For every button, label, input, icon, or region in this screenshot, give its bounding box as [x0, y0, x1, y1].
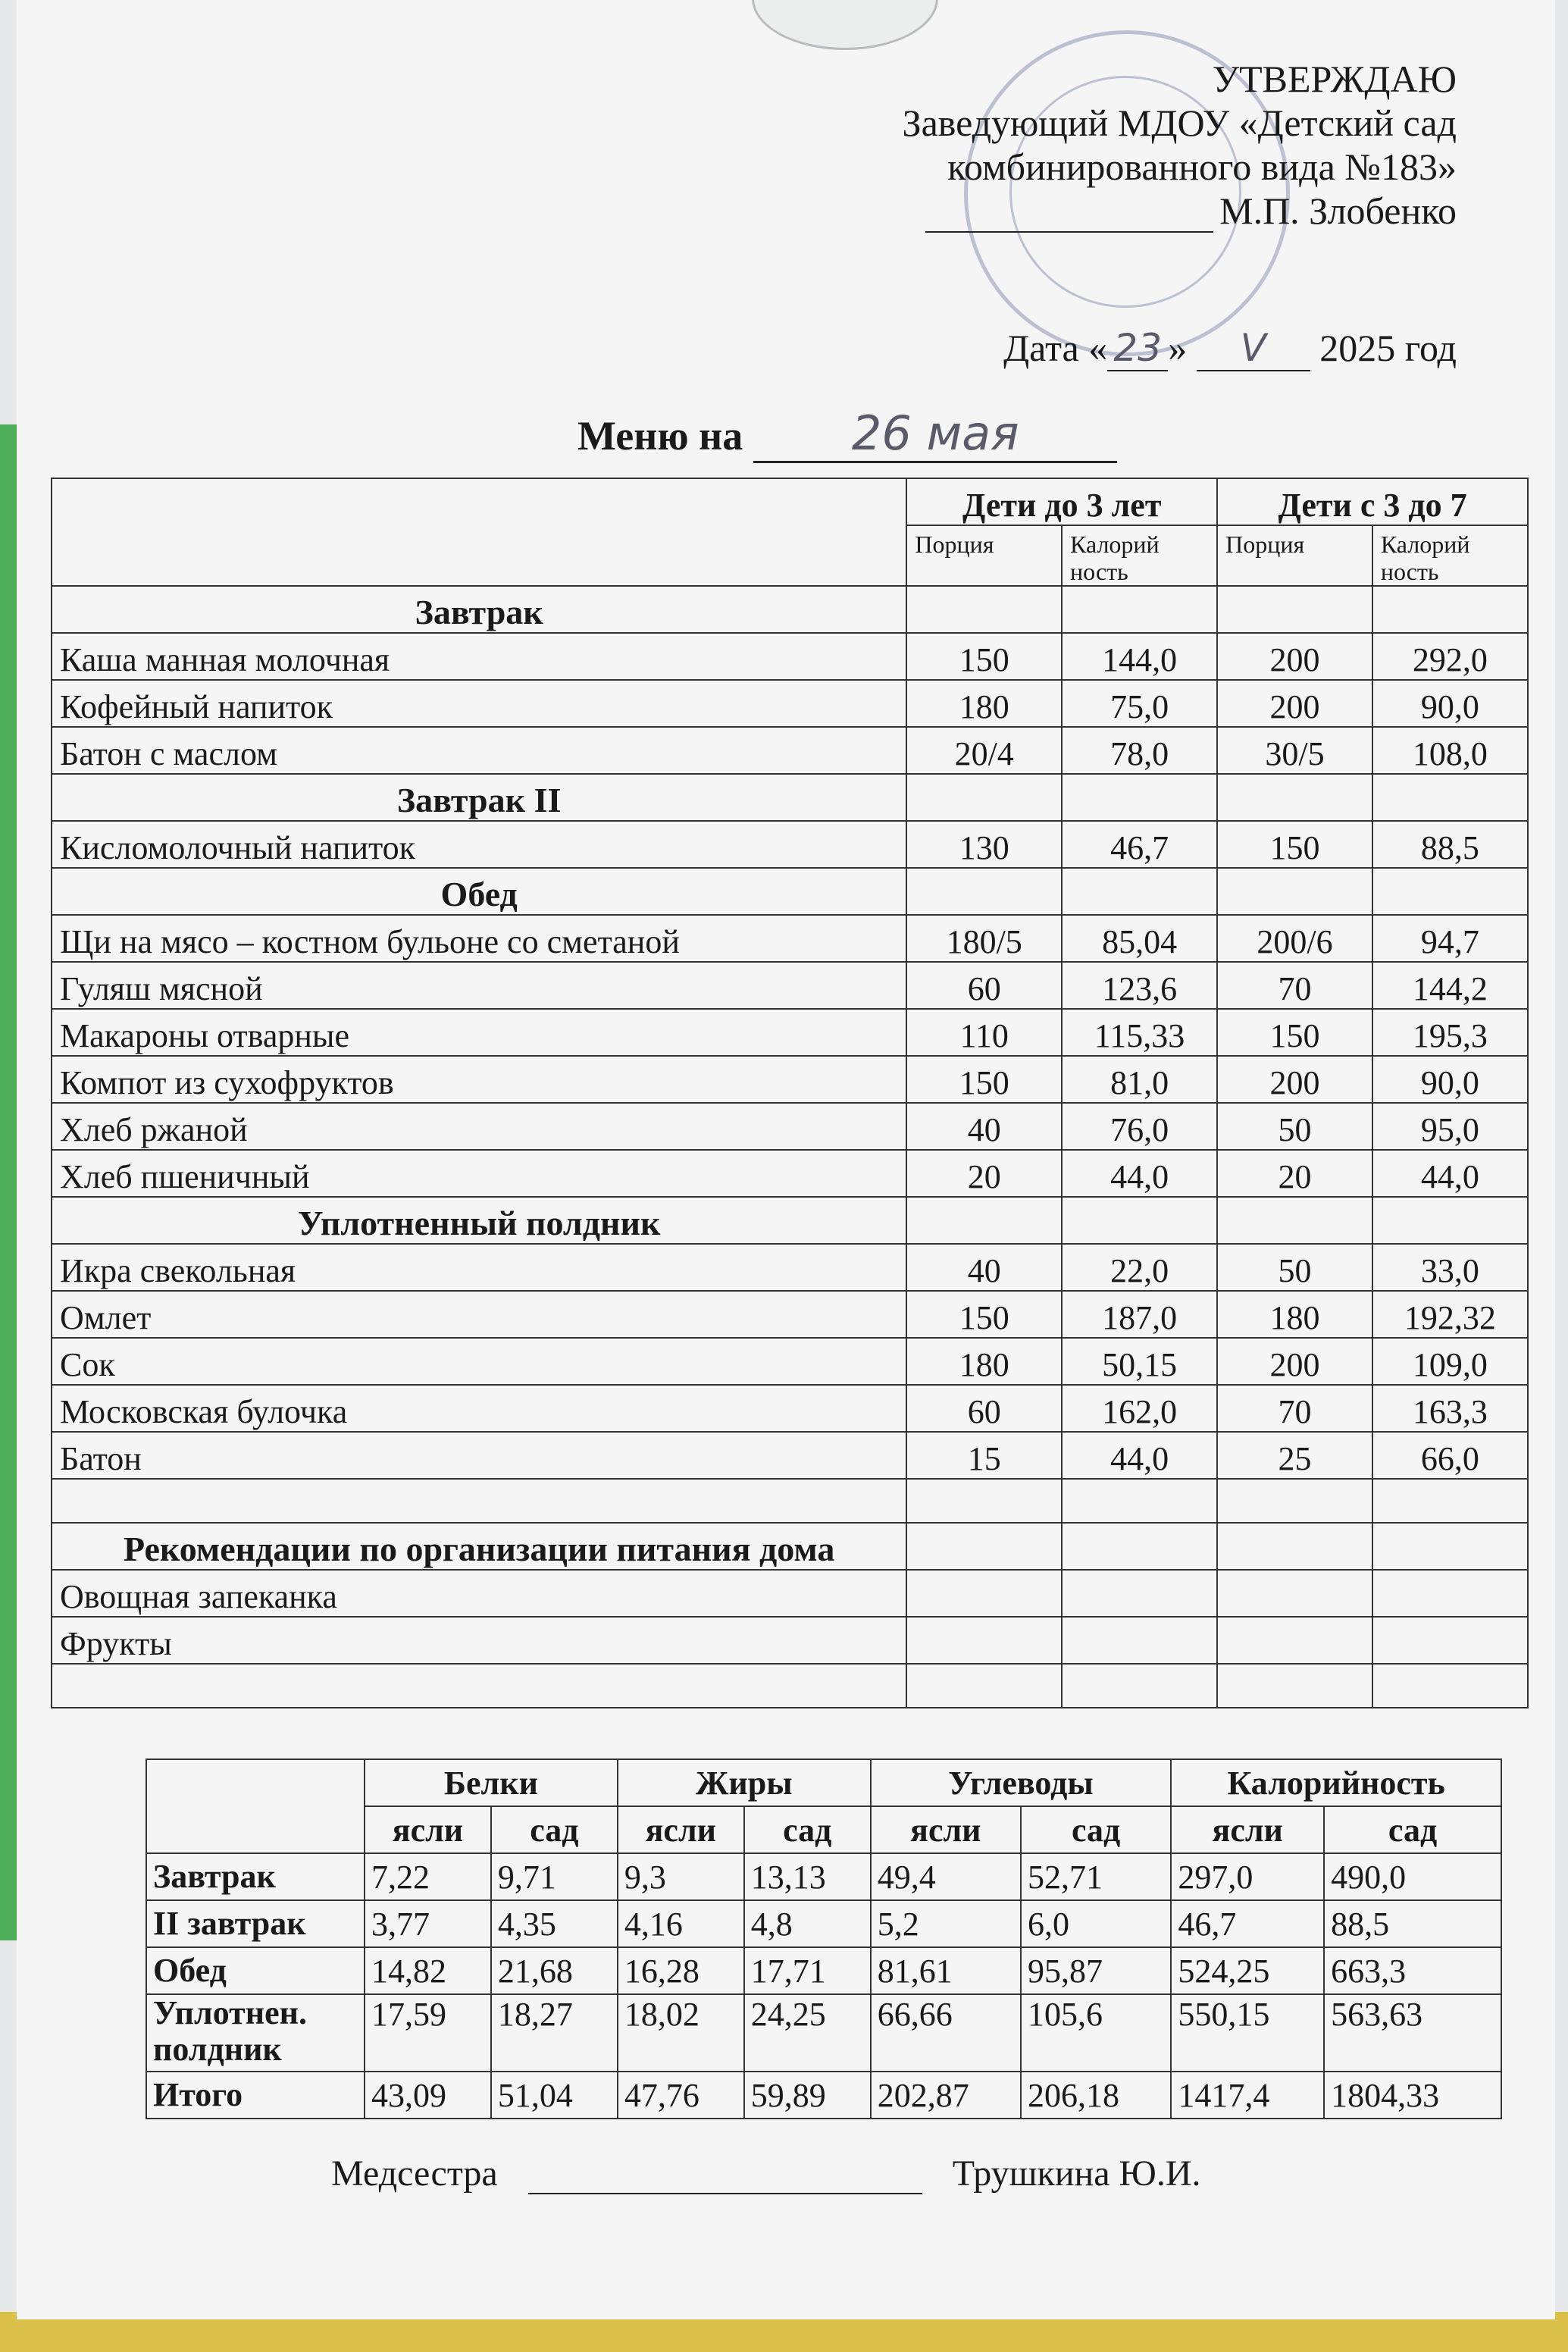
calorie-older: 66,0: [1372, 1432, 1528, 1479]
sub-garden: сад: [1021, 1806, 1171, 1853]
empty-cell: [1217, 586, 1372, 633]
calorie-young: 78,0: [1062, 727, 1217, 774]
nutrition-value: 81,61: [871, 1947, 1021, 1994]
dish-name: Хлеб ржаной: [52, 1103, 906, 1150]
col-portion: Порция: [906, 525, 1062, 586]
dish-name: Каша манная молочная: [52, 633, 906, 680]
empty-cell: [1062, 868, 1217, 915]
menu-title: [577, 406, 1117, 463]
empty-cell: [906, 1479, 1062, 1523]
nutrition-value: 21,68: [491, 1947, 618, 1994]
sub-nursery: ясли: [618, 1806, 744, 1853]
director-signature-line: [925, 201, 1213, 233]
calorie-older: 33,0: [1372, 1244, 1528, 1291]
menu-header-row: [52, 478, 1528, 525]
portion-older: 200/6: [1217, 915, 1372, 962]
nutrition-value: 88,5: [1324, 1900, 1501, 1947]
menu-section-title: Завтрак: [52, 586, 906, 633]
nutrition-row: [146, 1947, 1501, 1994]
nutrition-row-label: II завтрак: [146, 1900, 365, 1947]
portion-older: 150: [1217, 1009, 1372, 1056]
footer-name: Трушкина Ю.И.: [952, 2153, 1201, 2194]
portion-young: 150: [906, 633, 1062, 680]
menu-section-title: Уплотненный полдник: [52, 1197, 906, 1244]
menu-section-row: [52, 586, 1528, 633]
calorie-older: 95,0: [1372, 1103, 1528, 1150]
portion-older: 180: [1217, 1291, 1372, 1338]
menu-item-row: [52, 1009, 1528, 1056]
nutrition-group-protein: Белки: [365, 1759, 618, 1806]
empty-cell: [1217, 1479, 1372, 1523]
calorie-young: 44,0: [1062, 1432, 1217, 1479]
nutrition-value: 1804,33: [1324, 2072, 1501, 2119]
calorie-young: 50,15: [1062, 1338, 1217, 1385]
nutrition-row-label: Обед: [146, 1947, 365, 1994]
nutrition-table: [146, 1759, 1502, 2119]
calorie-young: 81,0: [1062, 1056, 1217, 1103]
approval-date: [1003, 326, 1457, 371]
portion-older: 200: [1217, 1056, 1372, 1103]
nutrition-row: [146, 2072, 1501, 2119]
dish-name: Батон с маслом: [52, 727, 906, 774]
empty-cell: [52, 1479, 906, 1523]
empty-cell: [1372, 1570, 1528, 1617]
nutrition-value: 206,18: [1021, 2072, 1171, 2119]
portion-young: 180: [906, 680, 1062, 727]
menu-section-row: [52, 1197, 1528, 1244]
menu-item-row: [52, 1338, 1528, 1385]
nutrition-value: 3,77: [365, 1900, 491, 1947]
nutrition-value: 43,09: [365, 2072, 491, 2119]
nutrition-value: 563,63: [1324, 1994, 1501, 2072]
menu-title-label: Меню на: [577, 413, 743, 459]
home-item-name: Овощная запеканка: [52, 1570, 906, 1617]
sub-nursery: ясли: [871, 1806, 1021, 1853]
dish-name: Щи на мясо – костном бульоне со сметаной: [52, 915, 906, 962]
empty-cell: [1217, 868, 1372, 915]
calorie-young: 22,0: [1062, 1244, 1217, 1291]
portion-older: 200: [1217, 1338, 1372, 1385]
home-item-row: [52, 1570, 1528, 1617]
portion-young: 60: [906, 1385, 1062, 1432]
calorie-young: 44,0: [1062, 1150, 1217, 1197]
empty-cell: [1217, 1617, 1372, 1664]
calorie-older: 44,0: [1372, 1150, 1528, 1197]
menu-item-row: [52, 1244, 1528, 1291]
menu-group-young: Дети до 3 лет: [906, 478, 1217, 525]
empty-cell: [1062, 1664, 1217, 1708]
menu-item-row: [52, 1432, 1528, 1479]
portion-young: 15: [906, 1432, 1062, 1479]
menu-empty-row: [52, 1664, 1528, 1708]
nutrition-group-calories: Калорийность: [1171, 1759, 1501, 1806]
calorie-older: 108,0: [1372, 727, 1528, 774]
nutrition-value: 4,8: [744, 1900, 871, 1947]
portion-older: 150: [1217, 821, 1372, 868]
portion-young: 40: [906, 1244, 1062, 1291]
empty-cell: [1062, 586, 1217, 633]
sub-nursery: ясли: [1171, 1806, 1324, 1853]
dish-name: Батон: [52, 1432, 906, 1479]
portion-young: 180/5: [906, 915, 1062, 962]
empty-cell: [1062, 1617, 1217, 1664]
nutrition-value: 46,7: [1171, 1900, 1324, 1947]
dish-name: Компот из сухофруктов: [52, 1056, 906, 1103]
home-item-row: [52, 1617, 1528, 1664]
portion-young: 130: [906, 821, 1062, 868]
calorie-older: 88,5: [1372, 821, 1528, 868]
menu-item-row: [52, 633, 1528, 680]
nutrition-row-label: Уплотнен. полдник: [146, 1994, 365, 2072]
portion-young: 60: [906, 962, 1062, 1009]
nutrition-group-fat: Жиры: [618, 1759, 871, 1806]
dish-name: Икра свекольная: [52, 1244, 906, 1291]
date-year: 2025 год: [1319, 327, 1457, 369]
menu-item-row: [52, 1291, 1528, 1338]
nutrition-value: 297,0: [1171, 1853, 1324, 1900]
empty-cell: [1062, 774, 1217, 821]
empty-cell: [1217, 1664, 1372, 1708]
nutrition-value: 17,71: [744, 1947, 871, 1994]
approval-heading: УТВЕРЖДАЮ: [1212, 58, 1457, 100]
sub-nursery: ясли: [365, 1806, 491, 1853]
home-recommendations-row: [52, 1523, 1528, 1570]
date-prefix: Дата «: [1003, 327, 1108, 369]
approval-block: [903, 57, 1457, 233]
col-calorie: Калорий ность: [1372, 525, 1528, 586]
dish-name: Омлет: [52, 1291, 906, 1338]
portion-young: 150: [906, 1291, 1062, 1338]
menu-header-blank: [52, 478, 906, 586]
nutrition-value: 663,3: [1324, 1947, 1501, 1994]
nutrition-row: [146, 1994, 1501, 2072]
empty-cell: [1372, 1523, 1528, 1570]
col-portion: Порция: [1217, 525, 1372, 586]
calorie-young: 76,0: [1062, 1103, 1217, 1150]
empty-cell: [1062, 1523, 1217, 1570]
nutrition-value: 47,76: [618, 2072, 744, 2119]
menu-section-title: Обед: [52, 868, 906, 915]
dish-name: Кофейный напиток: [52, 680, 906, 727]
nutrition-value: 490,0: [1324, 1853, 1501, 1900]
dish-name: Кисломолочный напиток: [52, 821, 906, 868]
portion-older: 70: [1217, 962, 1372, 1009]
portion-young: 110: [906, 1009, 1062, 1056]
empty-cell: [52, 1664, 906, 1708]
empty-cell: [1062, 1479, 1217, 1523]
empty-cell: [906, 774, 1062, 821]
approval-line1: Заведующий МДОУ «Детский сад: [902, 102, 1457, 144]
date-day: 23: [1107, 326, 1168, 371]
calorie-older: 292,0: [1372, 633, 1528, 680]
empty-cell: [906, 1617, 1062, 1664]
calorie-older: 192,32: [1372, 1291, 1528, 1338]
nutrition-value: 1417,4: [1171, 2072, 1324, 2119]
empty-cell: [906, 868, 1062, 915]
nutrition-value: 66,66: [871, 1994, 1021, 2072]
dish-name: Хлеб пшеничный: [52, 1150, 906, 1197]
portion-older: 70: [1217, 1385, 1372, 1432]
nutrition-row: [146, 1900, 1501, 1947]
nutrition-value: 202,87: [871, 2072, 1021, 2119]
footer-signature: [331, 2153, 1201, 2194]
nutrition-group-carbs: Углеводы: [871, 1759, 1172, 1806]
menu-table: [51, 478, 1529, 1708]
menu-section-row: [52, 868, 1528, 915]
nutrition-value: 18,27: [491, 1994, 618, 2072]
nutrition-value: 18,02: [618, 1994, 744, 2072]
menu-section-row: [52, 774, 1528, 821]
nutrition-value: 105,6: [1021, 1994, 1171, 2072]
nutrition-value: 24,25: [744, 1994, 871, 2072]
home-item-name: Фрукты: [52, 1617, 906, 1664]
nutrition-value: 9,3: [618, 1853, 744, 1900]
empty-cell: [906, 586, 1062, 633]
calorie-older: 144,2: [1372, 962, 1528, 1009]
empty-cell: [1372, 1479, 1528, 1523]
calorie-young: 187,0: [1062, 1291, 1217, 1338]
empty-cell: [1062, 1197, 1217, 1244]
nutrition-value: 4,35: [491, 1900, 618, 1947]
empty-cell: [1217, 1570, 1372, 1617]
nutrition-row-label: Завтрак: [146, 1853, 365, 1900]
nutrition-value: 16,28: [618, 1947, 744, 1994]
calorie-young: 85,04: [1062, 915, 1217, 962]
date-month: V: [1197, 326, 1310, 371]
approval-line2: комбинированного вида №183»: [947, 146, 1457, 188]
home-recommendations-title: Рекомендации по организации питания дома: [52, 1523, 906, 1570]
menu-item-row: [52, 1150, 1528, 1197]
approval-signer: М.П. Злобенко: [1219, 189, 1457, 232]
portion-older: 20: [1217, 1150, 1372, 1197]
nutrition-value: 49,4: [871, 1853, 1021, 1900]
empty-cell: [1372, 774, 1528, 821]
dish-name: Московская булочка: [52, 1385, 906, 1432]
nutrition-value: 7,22: [365, 1853, 491, 1900]
dish-name: Гуляш мясной: [52, 962, 906, 1009]
portion-older: 50: [1217, 1244, 1372, 1291]
nutrition-row-label: Итого: [146, 2072, 365, 2119]
sub-garden: сад: [1324, 1806, 1501, 1853]
nutrition-row: [146, 1853, 1501, 1900]
empty-cell: [1217, 1197, 1372, 1244]
portion-older: 25: [1217, 1432, 1372, 1479]
nutrition-value: 9,71: [491, 1853, 618, 1900]
col-calorie: Калорий ность: [1062, 525, 1217, 586]
menu-item-row: [52, 915, 1528, 962]
empty-cell: [1217, 1523, 1372, 1570]
dish-name: Сок: [52, 1338, 906, 1385]
menu-title-date: 26 мая: [753, 406, 1117, 463]
nutrition-value: 52,71: [1021, 1853, 1171, 1900]
calorie-young: 144,0: [1062, 633, 1217, 680]
menu-group-older: Дети с 3 до 7: [1217, 478, 1528, 525]
empty-cell: [1372, 586, 1528, 633]
nutrition-corner: [146, 1759, 365, 1853]
nutrition-value: 59,89: [744, 2072, 871, 2119]
calorie-older: 94,7: [1372, 915, 1528, 962]
portion-young: 20: [906, 1150, 1062, 1197]
portion-older: 200: [1217, 680, 1372, 727]
empty-cell: [1372, 868, 1528, 915]
nutrition-value: 6,0: [1021, 1900, 1171, 1947]
portion-older: 30/5: [1217, 727, 1372, 774]
nurse-signature-line: [528, 2159, 922, 2194]
nutrition-value: 51,04: [491, 2072, 618, 2119]
nutrition-value: 13,13: [744, 1853, 871, 1900]
menu-item-row: [52, 1385, 1528, 1432]
dish-name: Макароны отварные: [52, 1009, 906, 1056]
calorie-older: 195,3: [1372, 1009, 1528, 1056]
nutrition-value: 14,82: [365, 1947, 491, 1994]
empty-cell: [1372, 1664, 1528, 1708]
menu-item-row: [52, 821, 1528, 868]
calorie-young: 162,0: [1062, 1385, 1217, 1432]
empty-cell: [906, 1570, 1062, 1617]
empty-cell: [906, 1197, 1062, 1244]
portion-young: 150: [906, 1056, 1062, 1103]
nutrition-value: 17,59: [365, 1994, 491, 2072]
menu-empty-row: [52, 1479, 1528, 1523]
empty-cell: [1062, 1570, 1217, 1617]
calorie-young: 46,7: [1062, 821, 1217, 868]
menu-item-row: [52, 680, 1528, 727]
empty-cell: [1217, 774, 1372, 821]
portion-young: 40: [906, 1103, 1062, 1150]
calorie-young: 115,33: [1062, 1009, 1217, 1056]
menu-item-row: [52, 1056, 1528, 1103]
nutrition-value: 95,87: [1021, 1947, 1171, 1994]
footer-role: Медсестра: [331, 2153, 498, 2194]
portion-young: 20/4: [906, 727, 1062, 774]
date-mid: »: [1168, 327, 1188, 369]
nutrition-value: 5,2: [871, 1900, 1021, 1947]
sub-garden: сад: [744, 1806, 871, 1853]
calorie-older: 163,3: [1372, 1385, 1528, 1432]
calorie-older: 109,0: [1372, 1338, 1528, 1385]
menu-section-title: Завтрак II: [52, 774, 906, 821]
calorie-young: 75,0: [1062, 680, 1217, 727]
menu-item-row: [52, 1103, 1528, 1150]
nutrition-group-row: [146, 1759, 1501, 1806]
empty-cell: [906, 1523, 1062, 1570]
portion-older: 50: [1217, 1103, 1372, 1150]
nutrition-value: 524,25: [1171, 1947, 1324, 1994]
paper-sheet: [17, 0, 1555, 2319]
menu-item-row: [52, 962, 1528, 1009]
empty-cell: [906, 1664, 1062, 1708]
nutrition-value: 4,16: [618, 1900, 744, 1947]
calorie-young: 123,6: [1062, 962, 1217, 1009]
menu-item-row: [52, 727, 1528, 774]
punch-hole: [752, 0, 938, 50]
empty-cell: [1372, 1197, 1528, 1244]
calorie-older: 90,0: [1372, 680, 1528, 727]
calorie-older: 90,0: [1372, 1056, 1528, 1103]
portion-young: 180: [906, 1338, 1062, 1385]
nutrition-value: 550,15: [1171, 1994, 1324, 2072]
empty-cell: [1372, 1617, 1528, 1664]
portion-older: 200: [1217, 633, 1372, 680]
sub-garden: сад: [491, 1806, 618, 1853]
